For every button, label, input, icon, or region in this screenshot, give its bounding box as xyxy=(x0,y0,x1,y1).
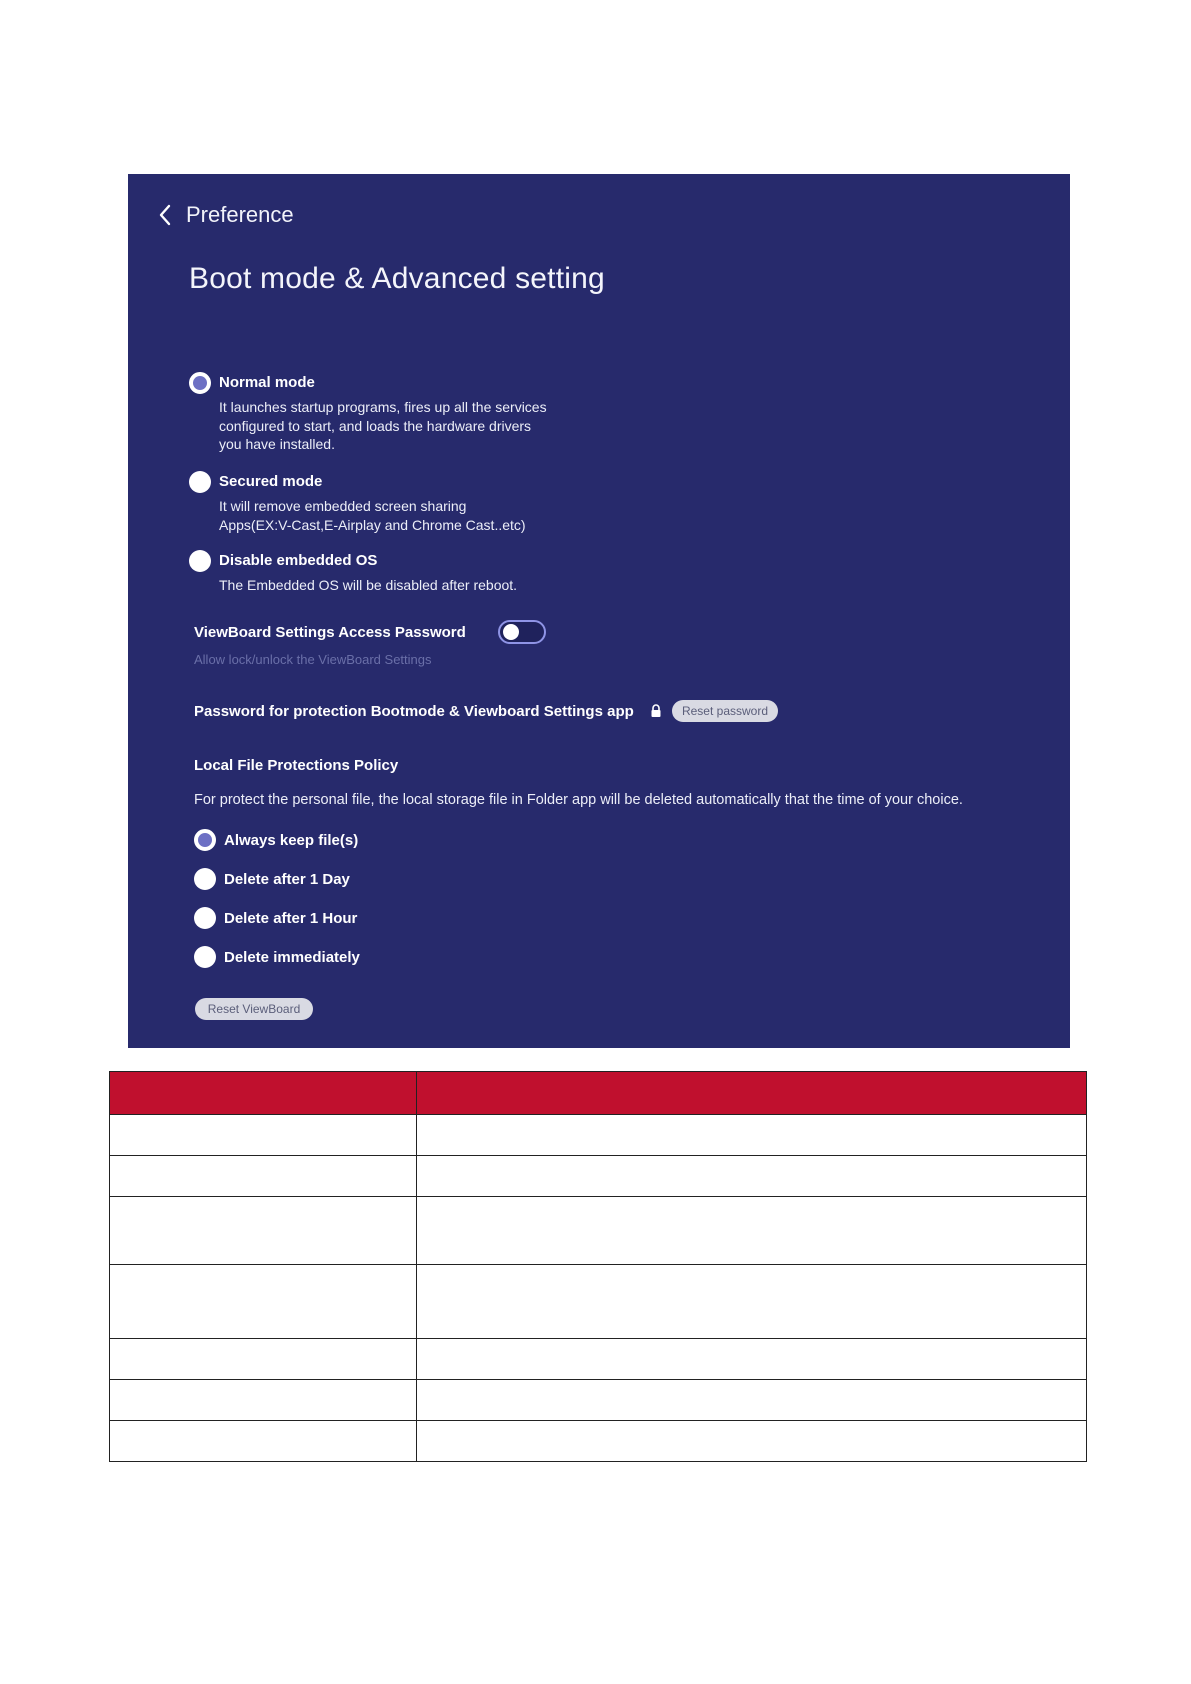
reset-viewboard-button[interactable]: Reset ViewBoard xyxy=(195,998,313,1020)
disable-os-desc-line: The Embedded OS will be disabled after reboot. xyxy=(219,577,518,593)
table-cell xyxy=(416,1115,1086,1156)
access-password-hint: Allow lock/unlock the ViewBoard Settings xyxy=(194,652,432,667)
normal-mode-desc-line: It launches startup programs, fires up all the services xyxy=(219,399,547,415)
access-password-toggle[interactable] xyxy=(498,620,546,644)
normal-mode-title: Normal mode xyxy=(219,374,315,391)
secured-mode-title: Secured mode xyxy=(219,473,323,490)
table-cell xyxy=(110,1115,417,1156)
table-cell xyxy=(110,1265,417,1339)
table-cell xyxy=(110,1197,417,1265)
table-row xyxy=(110,1421,1087,1462)
radio-disable-embedded-os[interactable] xyxy=(189,550,211,572)
chevron-left-icon xyxy=(158,203,172,227)
secured-mode-description xyxy=(219,497,526,534)
settings-screen xyxy=(128,174,1070,1048)
table-header-row xyxy=(110,1072,1087,1115)
access-password-label: ViewBoard Settings Access Password xyxy=(194,624,466,641)
normal-mode-desc-line: you have installed. xyxy=(219,436,335,452)
table-header-cell xyxy=(110,1072,417,1115)
protection-password-label: Password for protection Bootmode & Viewboard Settings app xyxy=(194,703,634,720)
table-row xyxy=(110,1380,1087,1421)
table-row xyxy=(110,1115,1087,1156)
radio-always-keep[interactable] xyxy=(194,829,216,851)
table-header-cell xyxy=(416,1072,1086,1115)
table-cell xyxy=(110,1421,417,1462)
policy-option-delete-1-hour[interactable] xyxy=(194,907,357,929)
policy-option-label: Delete immediately xyxy=(224,948,360,966)
back-label: Preference xyxy=(186,202,294,227)
secured-mode-desc-line: Apps(EX:V-Cast,E-Airplay and Chrome Cast..etc) xyxy=(219,516,526,533)
table-row xyxy=(110,1197,1087,1265)
policy-option-always-keep[interactable] xyxy=(194,829,358,851)
policy-option-delete-immediately[interactable] xyxy=(194,946,360,968)
reset-password-button[interactable]: Reset password xyxy=(672,700,778,722)
back-button[interactable] xyxy=(158,202,294,228)
page-title: Boot mode & Advanced setting xyxy=(189,262,605,295)
boot-mode-disable-os[interactable] xyxy=(189,552,517,595)
lock-icon xyxy=(650,704,662,718)
boot-mode-secured[interactable] xyxy=(189,473,526,534)
radio-secured-mode[interactable] xyxy=(189,471,211,493)
table-cell xyxy=(416,1380,1086,1421)
radio-delete-1-day[interactable] xyxy=(194,868,216,890)
file-policy-title: Local File Protections Policy xyxy=(194,757,399,774)
table-cell xyxy=(416,1339,1086,1380)
spec-table xyxy=(109,1071,1087,1462)
policy-option-delete-1-day[interactable] xyxy=(194,868,350,890)
table-row xyxy=(110,1339,1087,1380)
normal-mode-description xyxy=(219,398,547,454)
disable-os-title: Disable embedded OS xyxy=(219,552,378,569)
policy-option-label: Delete after 1 Day xyxy=(224,870,350,888)
table-cell xyxy=(110,1156,417,1197)
policy-option-label: Always keep file(s) xyxy=(224,831,359,849)
disable-os-description xyxy=(219,576,517,595)
secured-mode-desc-line: It will remove embedded screen sharing xyxy=(219,498,467,514)
boot-mode-normal[interactable] xyxy=(189,374,547,454)
table-cell xyxy=(416,1265,1086,1339)
table-row xyxy=(110,1265,1087,1339)
table-row xyxy=(110,1156,1087,1197)
file-policy-description: For protect the personal file, the local storage file in Folder app will be deleted automatically that the time of your choice. xyxy=(194,792,963,808)
table-cell xyxy=(416,1156,1086,1197)
table-cell xyxy=(110,1339,417,1380)
radio-delete-1-hour[interactable] xyxy=(194,907,216,929)
radio-normal-mode[interactable] xyxy=(189,372,211,394)
table-cell xyxy=(416,1421,1086,1462)
policy-option-label: Delete after 1 Hour xyxy=(224,909,358,927)
normal-mode-desc-line: configured to start, and loads the hardware drivers xyxy=(219,417,532,434)
table-cell xyxy=(416,1197,1086,1265)
radio-delete-immediately[interactable] xyxy=(194,946,216,968)
toggle-knob xyxy=(503,624,519,640)
table-cell xyxy=(110,1380,417,1421)
